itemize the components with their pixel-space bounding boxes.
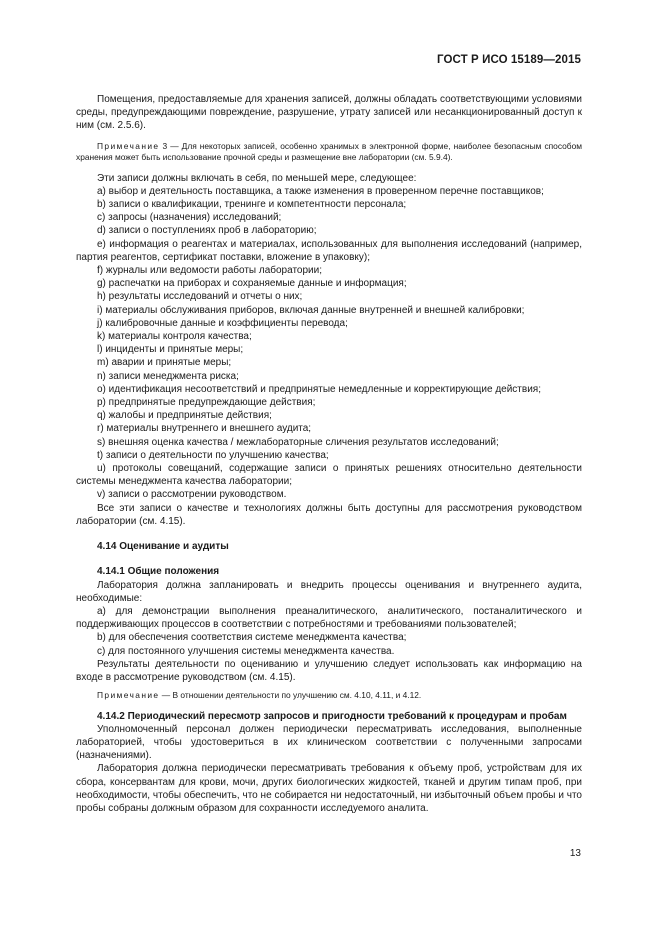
section-4-14-2-heading: 4.14.2 Периодический пересмотр запросов и пригодности требований к процедурам и пробам — [97, 710, 567, 722]
list-item: o) идентификация несоответствий и предпринятые немедленные и корректирующие действия; — [97, 383, 541, 395]
section-4-14-2-para2: Лаборатория должна периодически пересматривать требования к объему проб, устройствам для их сбора, консервантам для крови, мочи, других биологических жидкостей, тканей и другим типам проб, при необходимости, чтобы обеспечить, что не собирается ни недостаточный, ни избыточный объем пробы и что пробы собраны должным образом для сохранности исследуемого аналита. — [76, 763, 582, 815]
note-label: Примечание — [97, 690, 160, 701]
section-4-14-1-intro: Лаборатория должна запланировать и внедрить процессы оценивания и внутреннего аудита, необходимые: — [76, 579, 582, 604]
list-item: g) распечатки на приборах и сохраняемые данные и информация; — [97, 278, 407, 290]
section-4-14-2-para1: Уполномоченный персонал должен периодически пересматривать исследования, выполненные лабораторией, чтобы удостовериться в их клиническом соответствии с полученными запросами (назначениями). — [76, 723, 582, 762]
list-item: b) записи о квалификации, тренинге и компетентности персонала; — [97, 199, 407, 211]
section-4-14-1-outro: Результаты деятельности по оцениванию и улучшению следует использовать как информацию на входе в рассмотрение руководством (см. 4.15). — [76, 658, 582, 683]
standard-header: ГОСТ Р ИСО 15189—2015 — [436, 54, 581, 66]
list-item: a) выбор и деятельность поставщика, а также изменения в проверенном перечне поставщиков; — [97, 185, 544, 197]
section-4-14-1-heading: 4.14.1 Общие положения — [97, 566, 220, 578]
list-item: r) материалы внутреннего и внешнего аудита; — [97, 423, 312, 435]
records-list — [76, 185, 582, 502]
list-item: a) для демонстрации выполнения преаналитического, аналитического, постаналитического и поддерживающих процессов в соответствии с потребностями и требованиями пользователей; — [76, 605, 582, 631]
list-item: j) калибровочные данные и коэффициенты перевода; — [97, 317, 348, 329]
list-item: u) протоколы совещаний, содержащие записи о принятых решениях относительно деятельности системы менеджмента качества лаборатории; — [76, 463, 582, 488]
list-item: k) материалы контроля качества; — [97, 331, 252, 343]
list-item: f) журналы или ведомости работы лаборатории; — [97, 265, 322, 277]
list-item: t) записи о деятельности по улучшению качества; — [97, 449, 329, 461]
records-intro: Эти записи должны включать в себя, по меньшей мере, следующее: — [97, 172, 417, 184]
list-item: i) материалы обслуживания приборов, включая данные внутренней и внешней калибровки; — [97, 304, 525, 316]
page-content — [76, 93, 582, 815]
list-item: p) предпринятые предупреждающие действия; — [97, 397, 316, 409]
note-label: Примечание — [97, 140, 160, 151]
list-item: l) инциденты и принятые меры; — [97, 344, 244, 356]
storage-paragraph: Помещения, предоставляемые для хранения записей, должны обладать соответствующими условиями среды, предупреждающими повреждение, разрушение, утрату записей или несанкционированный доступ к ним (см. 2.5.6). — [76, 94, 582, 132]
list-item: q) жалобы и предпринятые действия; — [97, 410, 272, 422]
list-item: d) записи о поступлениях проб в лабораторию; — [97, 225, 317, 237]
page-number: 13 — [569, 848, 581, 859]
list-item: s) внешняя оценка качества / межлабораторные сличения результатов исследований; — [97, 436, 499, 448]
list-item: b) для обеспечения соответствия системе менеджмента качества; — [97, 632, 407, 644]
section-4-14-1-note — [76, 690, 582, 702]
list-item: c) для постоянного улучшения системы менеджмента качества. — [97, 645, 395, 657]
section-4-14-heading: 4.14 Оценивание и аудиты — [97, 541, 229, 553]
list-item: m) аварии и принятые меры; — [97, 357, 232, 369]
note-text: 3 — Для некоторых записей, особенно хранимых в электронной форме, наиболее безопасным способом хранения может быть использование прочной среды и размещение вне лаборатории (см. 5.9.4). — [76, 140, 582, 163]
list-item: h) результаты исследований и отчеты о них; — [97, 291, 303, 303]
list-item: v) записи о рассмотрении руководством. — [97, 489, 287, 501]
list-item: e) информация о реагентах и материалах, использованных для выполнения исследований (например, партия реагентов, сертификат поставки, вложение в упаковку); — [76, 238, 582, 263]
note-3 — [76, 141, 582, 164]
records-outro: Все эти записи о качестве и технологиях должны быть доступны для рассмотрения руководством лаборатории (см. 4.15). — [76, 502, 582, 527]
list-item: c) запросы (назначения) исследований; — [97, 212, 282, 224]
list-item: n) записи менеджмента риска; — [97, 370, 239, 382]
note-text: — В отношении деятельности по улучшению см. 4.10, 4.11, и 4.12. — [159, 690, 422, 701]
